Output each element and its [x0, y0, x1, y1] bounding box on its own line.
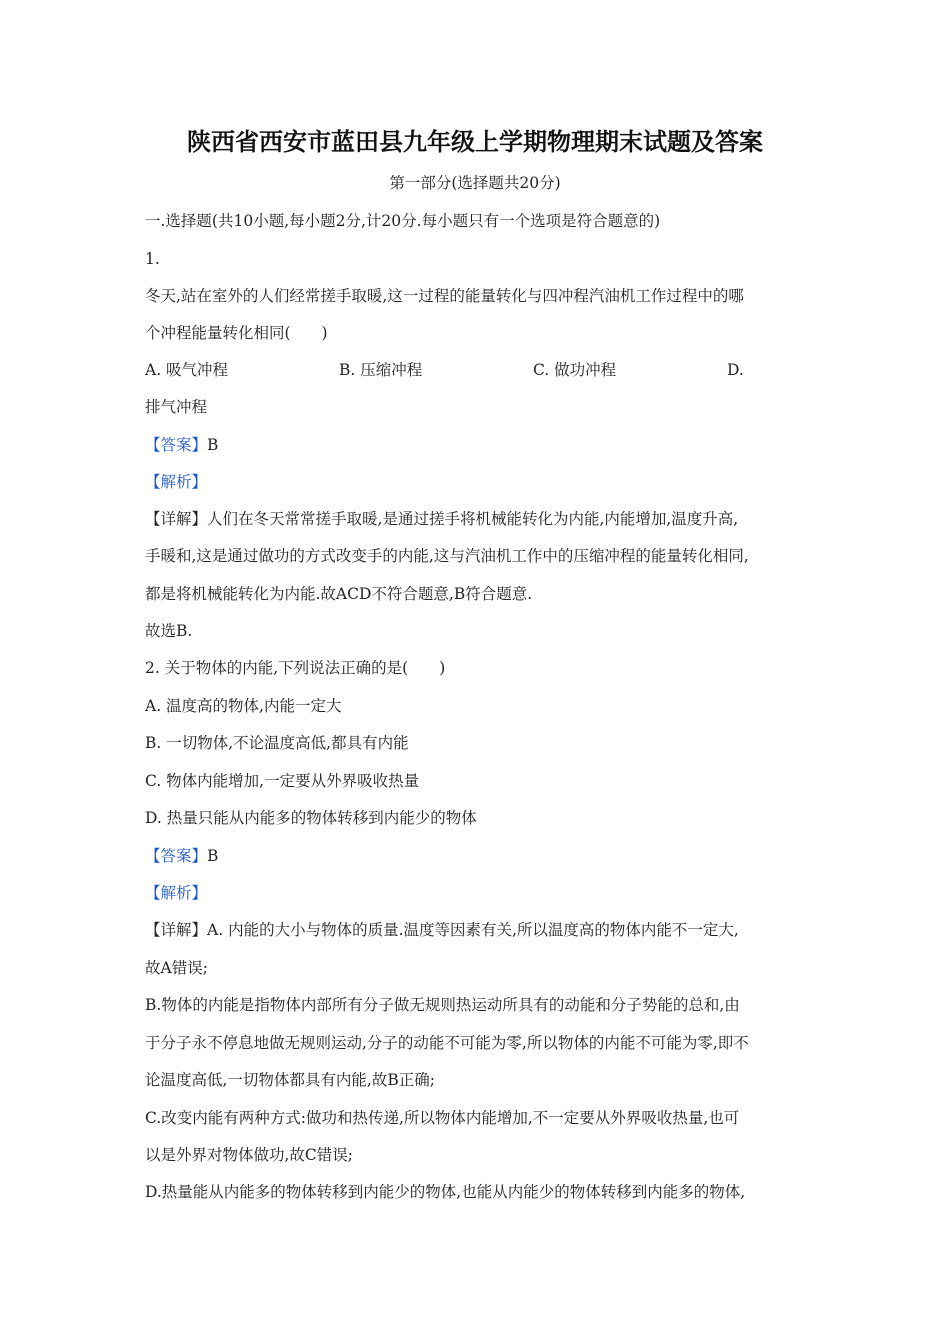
answer-value: B	[207, 436, 219, 454]
q1-number: 1.	[145, 250, 160, 268]
analysis-tag: 【解析】	[145, 473, 208, 491]
q1-option-b: B. 压缩冲程	[339, 361, 423, 379]
q2-b-line3: 论温度高低,一切物体都具有内能,故B正确;	[145, 1071, 435, 1089]
q1-detail-line2: 手暖和,这是通过做功的方式改变手的内能,这与汽油机工作中的压缩冲程的能量转化相同,	[145, 547, 749, 565]
detail-tag: 【详解】	[145, 921, 208, 939]
q1-stem-line2: 个冲程能量转化相同( )	[145, 324, 328, 342]
q2-d-line1: D.热量能从内能多的物体转移到内能少的物体,也能从内能少的物体转移到内能多的物体,	[145, 1183, 746, 1201]
q2-detail-line2: 故A错误;	[145, 959, 208, 977]
analysis-tag: 【解析】	[145, 884, 208, 902]
part-heading: 第一部分(选择题共20分)	[389, 174, 561, 192]
answer-tag: 【答案】	[145, 847, 208, 865]
q2-c-line1: C.改变内能有两种方式:做功和热传递,所以物体内能增加,不一定要从外界吸收热量,也可	[145, 1109, 740, 1127]
q2-stem: 2. 关于物体的内能,下列说法正确的是( )	[145, 659, 446, 677]
q1-option-d: D.	[727, 361, 744, 379]
section-heading: 一.选择题(共10小题,每小题2分,计20分.每小题只有一个选项是符合题意的)	[145, 212, 661, 230]
q1-option-c: C. 做功冲程	[533, 361, 617, 379]
q1-detail-line3: 都是将机械能转化为内能.故ACD不符合题意,B符合题意.	[145, 585, 533, 603]
answer-tag: 【答案】	[145, 436, 208, 454]
q1-analysis	[145, 471, 805, 493]
detail-text: A. 内能的大小与物体的质量.温度等因素有关,所以温度高的物体内能不一定大,	[207, 921, 739, 939]
page-title: 陕西省西安市蓝田县九年级上学期物理期末试题及答案	[187, 128, 763, 156]
q2-detail-line1	[145, 919, 805, 941]
q2-option-d: D. 热量只能从内能多的物体转移到内能少的物体	[145, 809, 477, 827]
q1-answer	[145, 434, 805, 456]
q2-answer	[145, 845, 805, 867]
q2-b-line1: B.物体的内能是指物体内部所有分子做无规则热运动所具有的动能和分子势能的总和,由	[145, 996, 740, 1014]
q1-conclusion: 故选B.	[145, 622, 193, 640]
q1-stem-line1: 冬天,站在室外的人们经常搓手取暖,这一过程的能量转化与四冲程汽油机工作过程中的哪	[145, 287, 744, 305]
q2-analysis	[145, 882, 805, 904]
detail-text: 人们在冬天常常搓手取暖,是通过搓手将机械能转化为内能,内能增加,温度升高,	[207, 510, 739, 528]
detail-tag: 【详解】	[145, 510, 208, 528]
q1-option-d-continued: 排气冲程	[145, 398, 208, 416]
q2-c-line2: 以是外界对物体做功,故C错误;	[145, 1146, 354, 1164]
q1-option-a: A. 吸气冲程	[145, 361, 229, 379]
q2-option-b: B. 一切物体,不论温度高低,都具有内能	[145, 734, 409, 752]
q2-option-a: A. 温度高的物体,内能一定大	[145, 697, 342, 715]
answer-value: B	[207, 847, 219, 865]
q2-b-line2: 于分子永不停息地做无规则运动,分子的动能不可能为零,所以物体的内能不可能为零,即不	[145, 1034, 749, 1052]
q1-detail-line1	[145, 508, 805, 530]
q2-option-c: C. 物体内能增加,一定要从外界吸收热量	[145, 772, 420, 790]
